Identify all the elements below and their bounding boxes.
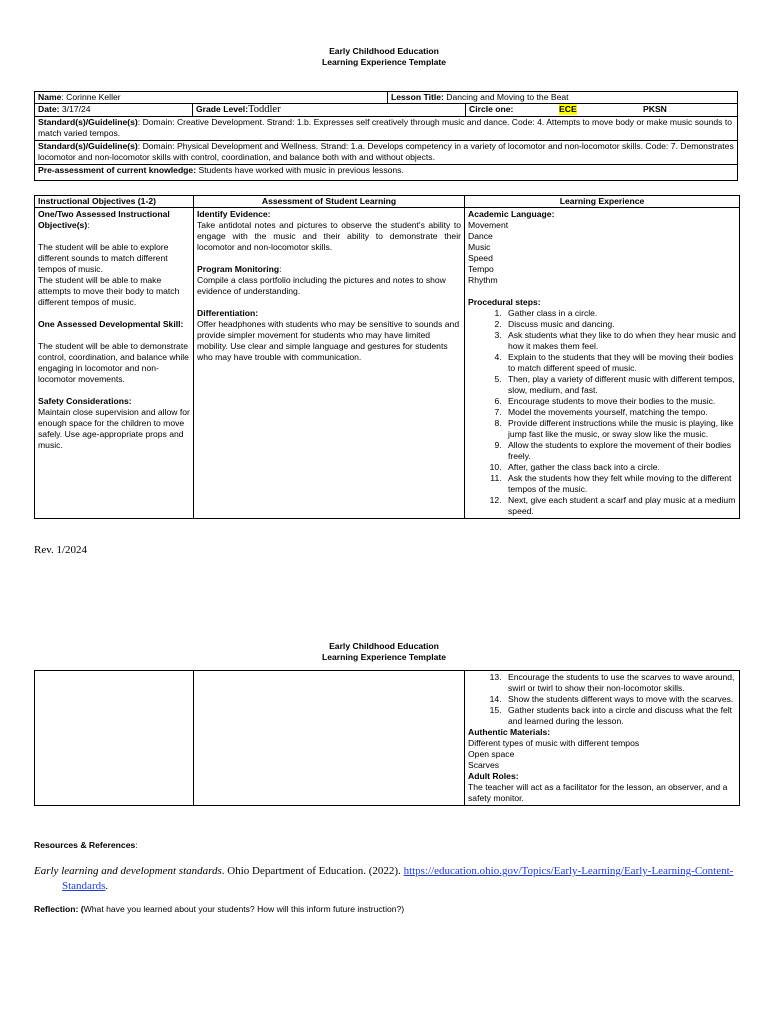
preassess-text: Students have worked with music in previous lessons.	[196, 165, 404, 175]
procedural-step: 5. Then, play a variety of different music with different tempos, slow, medium, and fast.	[504, 374, 736, 396]
monitoring-heading: Program Monitoring	[197, 264, 280, 274]
procedural-steps-list	[468, 308, 736, 517]
col-header-objectives: Instructional Objectives (1-2)	[35, 196, 194, 208]
resources-suffix: :	[135, 840, 138, 850]
standard2-text: : Domain: Physical Development and Wellness. Strand: 1.a. Develops competency in a variety of locomotor and non-locomotor skills. Code: 7. Demonstrates locomotor and non-locomotor skills with control, coordination, and balance both with and without objects.	[38, 141, 734, 162]
monitoring-text: Compile a class portfolio including the pictures and notes to show evidence of understanding.	[197, 275, 446, 296]
standard-row-2	[35, 141, 737, 165]
safety-heading: Safety Considerations:	[38, 396, 132, 406]
assessment-cell-continued	[194, 671, 465, 806]
reflection-text: What have you learned about your students? How will this inform future instruction?)	[83, 904, 405, 914]
procedural-step: 11. Ask the students how they felt while moving to the different tempos of the music.	[504, 473, 736, 495]
procedural-step: 13. Encourage the students to use the scarves to wave around, swirl or twirl to show their non-locomotor skills.	[504, 672, 736, 694]
lesson-title-label: Lesson Title:	[391, 92, 444, 102]
objectives-heading-suffix: :	[87, 220, 90, 230]
reference-source: . Ohio Department of Education. (2022).	[221, 865, 404, 877]
evidence-heading: Identify Evidence:	[197, 209, 271, 219]
objectives-cell-continued	[35, 671, 194, 806]
lesson-title-value: Dancing and Moving to the Beat	[443, 92, 569, 102]
lesson-info-block	[34, 91, 738, 181]
date-cell	[35, 104, 191, 116]
standard-row-1	[35, 117, 737, 141]
material-item: Open space	[468, 749, 515, 759]
name-cell	[35, 92, 385, 103]
learning-experience-table	[34, 195, 740, 519]
vocab-item: Music	[468, 242, 491, 252]
resources-label: Resources & References	[34, 840, 136, 850]
differentiation-text: Offer headphones with students who may be sensitive to sounds and provide simpler movement for students who may have limited mobility. Use clear and simple language and gestures for students who may have trouble with communication.	[197, 319, 460, 362]
procedural-steps-heading: Procedural steps:	[468, 297, 541, 307]
procedural-step: 4. Explain to the students that they will be moving their bodies to match different speed of music.	[504, 352, 736, 374]
page-subtitle: Learning Experience Template	[321, 652, 446, 662]
col-header-experience: Learning Experience	[465, 196, 740, 208]
grade-cell	[192, 104, 464, 116]
objectives-heading: One/Two Assessed Instructional Objective(s)	[38, 209, 170, 230]
grade-value: Toddler	[248, 104, 281, 115]
procedural-step: 9. Allow the students to explore the movement of their bodies freely.	[504, 440, 736, 462]
date-label: Date:	[38, 104, 60, 114]
procedural-step: 6. Encourage students to move their bodies to the music.	[504, 396, 736, 407]
circle-cell	[465, 104, 737, 116]
circle-label: Circle one:	[469, 104, 514, 114]
vocab-item: Speed	[468, 253, 493, 263]
revision-note: Rev. 1/2024	[34, 544, 88, 556]
vocab-item: Movement	[468, 220, 509, 230]
name-row	[35, 92, 737, 104]
material-item: Different types of music with different tempos	[468, 738, 640, 748]
reference-link[interactable]: https://education.ohio.gov/Topics/Early-Learning/Early-Learning-Content-Standards	[62, 865, 734, 892]
procedural-step: 15. Gather students back into a circle and discuss what the felt and learned during the lesson.	[504, 705, 736, 727]
standard1-label: Standard(s)/Guideline(s)	[38, 117, 138, 127]
experience-cell	[465, 208, 740, 519]
resources-heading	[34, 840, 138, 851]
objective-1: The student will be able to explore different sounds to match different tempos of music.	[38, 242, 169, 274]
standard1-text: : Domain: Creative Development. Strand: 1.b. Expresses self creatively through music and dance. Code: 4. Attempts to move body or make music sounds to match varied tempos.	[38, 117, 733, 138]
reflection-label: Reflection: (	[34, 904, 84, 914]
date-row	[35, 104, 737, 117]
name-label: Name	[38, 92, 62, 102]
reflection-prompt	[34, 904, 404, 915]
procedural-step: 2. Discuss music and dancing.	[504, 319, 736, 330]
objective-2: The student will be able to make attempts to move their body to match different tempos of music.	[38, 275, 180, 307]
vocab-item: Dance	[468, 231, 493, 241]
objectives-cell	[35, 208, 194, 519]
grade-label: Grade Level:	[196, 104, 249, 114]
procedural-step: 7. Model the movements yourself, matching the tempo.	[504, 407, 736, 418]
vocab-item: Rhythm	[468, 275, 498, 285]
experience-cell-continued	[465, 671, 740, 806]
name-value: : Corinne Keller	[61, 92, 121, 102]
circle-option-ece: ECE	[559, 104, 577, 114]
academic-language-heading: Academic Language:	[468, 209, 555, 219]
procedural-step: 8. Provide different instructions while the music is playing, like jump fast like the music, or sway slow like the music.	[504, 418, 736, 440]
date-value: 3/17/24	[59, 104, 91, 114]
adult-roles-text: The teacher will act as a facilitator for the lesson, an observer, and a safety monitor.	[468, 782, 728, 803]
reference-entry	[34, 864, 734, 894]
material-item: Scarves	[468, 760, 500, 770]
materials-heading: Authentic Materials:	[468, 727, 551, 737]
adult-roles-heading: Adult Roles:	[468, 771, 519, 781]
circle-option-pksn: PKSN	[643, 104, 667, 114]
vocab-item: Tempo	[468, 264, 494, 274]
preassess-label: Pre-assessment of current knowledge:	[38, 165, 197, 175]
procedural-steps-list-continued	[468, 672, 736, 727]
developmental-skill-heading: One Assessed Developmental Skill:	[38, 319, 184, 329]
procedural-step: 10. After, gather the class back into a circle.	[504, 462, 736, 473]
preassessment-row	[35, 165, 737, 177]
differentiation-heading: Differentiation:	[197, 308, 259, 318]
safety-text: Maintain close supervision and allow for enough space for the children to move safely. Use age-appropriate props and music.	[38, 407, 190, 450]
learning-experience-table-continued	[34, 670, 740, 806]
reference-end: .	[105, 880, 109, 892]
page-title: Early Childhood Education	[329, 46, 439, 56]
assessment-cell	[194, 208, 465, 519]
col-header-assessment: Assessment of Student Learning	[194, 196, 465, 208]
standard2-label: Standard(s)/Guideline(s)	[38, 141, 138, 151]
procedural-step: 12. Next, give each student a scarf and play music at a medium speed.	[504, 495, 736, 517]
lesson-title-cell	[387, 92, 737, 103]
evidence-text: Take antidotal notes and pictures to observe the student's ability to engage with the music and their ability to demonstrate their locomotor and non-locomotor skills.	[197, 220, 461, 252]
monitoring-suffix: :	[279, 264, 282, 274]
procedural-step: 1. Gather class in a circle.	[504, 308, 736, 319]
page-subtitle: Learning Experience Template	[321, 57, 446, 67]
page-title: Early Childhood Education	[329, 641, 439, 651]
developmental-skill-text: The student will be able to demonstrate control, coordination, and balance while engaging in locomotor and non-locomotor movements.	[38, 341, 189, 384]
procedural-step: 3. Ask students what they like to do when they hear music and how it makes them feel.	[504, 330, 736, 352]
procedural-step: 14. Show the students different ways to move with the scarves.	[504, 694, 736, 705]
reference-title: Early learning and development standards	[34, 865, 222, 877]
